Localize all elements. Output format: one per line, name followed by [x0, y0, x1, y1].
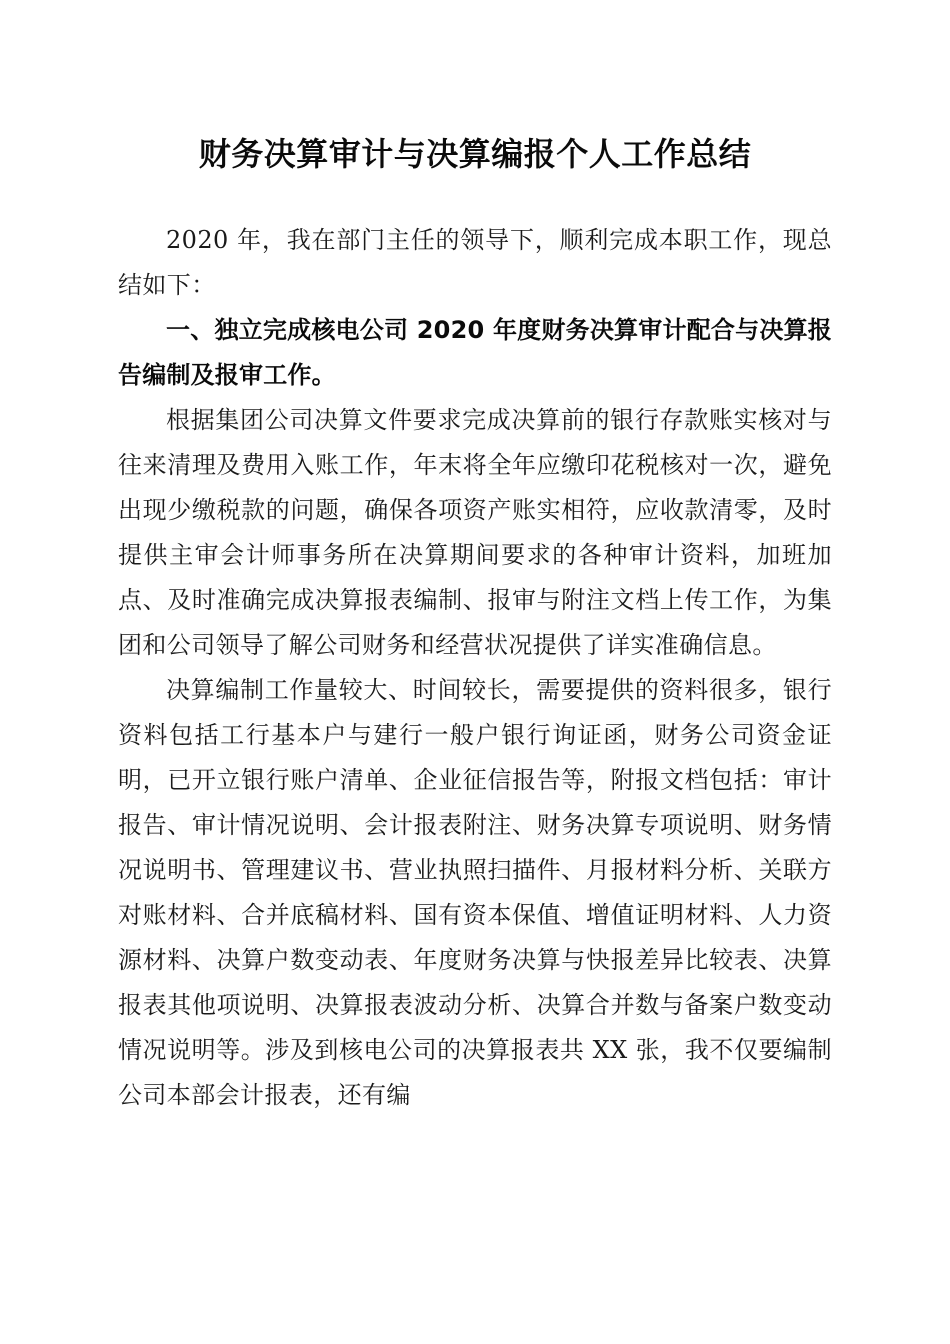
document-body [118, 0, 832, 1118]
paragraph-audit-preparation: 根据集团公司决算文件要求完成决算前的银行存款账实核对与往来清理及费用入账工作，年末将全年应缴印花税核对一次，避免出现少缴税款的问题，确保各项资产账实相符，应收款清零，及时提供主审会计师事务所在决算期间要求的各种审计资料，加班加点、及时准确完成决算报表编制、报审与附注文档上传工作，为集团和公司领导了解公司财务和经营状况提供了详实准确信息。 [118, 406, 832, 659]
paragraph-settlement-materials: 决算编制工作量较大、时间较长，需要提供的资料很多，银行资料包括工行基本户与建行一般户银行询证函，财务公司资金证明，已开立银行账户清单、企业征信报告等，附报文档包括：审计报告、审计情况说明、会计报表附注、财务决算专项说明、财务情况说明书、管理建议书、营业执照扫描件、月报材料分析、关联方对账材料、合并底稿材料、国有资本保值、增值证明材料、人力资源材料、决算户数变动表、年度财务决算与快报差异比较表、决算报表其他项说明、决算报表波动分析、决算合并数与备案户数变动情况说明等。涉及到核电公司的决算报表共 XX 张，我不仅要编制公司本部会计报表，还有编 [118, 676, 832, 1109]
paragraph-intro: 2020 年，我在部门主任的领导下，顺利完成本职工作，现总结如下： [118, 226, 832, 299]
section-heading-one: 一、独立完成核电公司 2020 年度财务决算审计配合与决算报告编制及报审工作。 [118, 316, 832, 389]
document-title: 财务决算审计与决算编报个人工作总结 [198, 135, 752, 173]
